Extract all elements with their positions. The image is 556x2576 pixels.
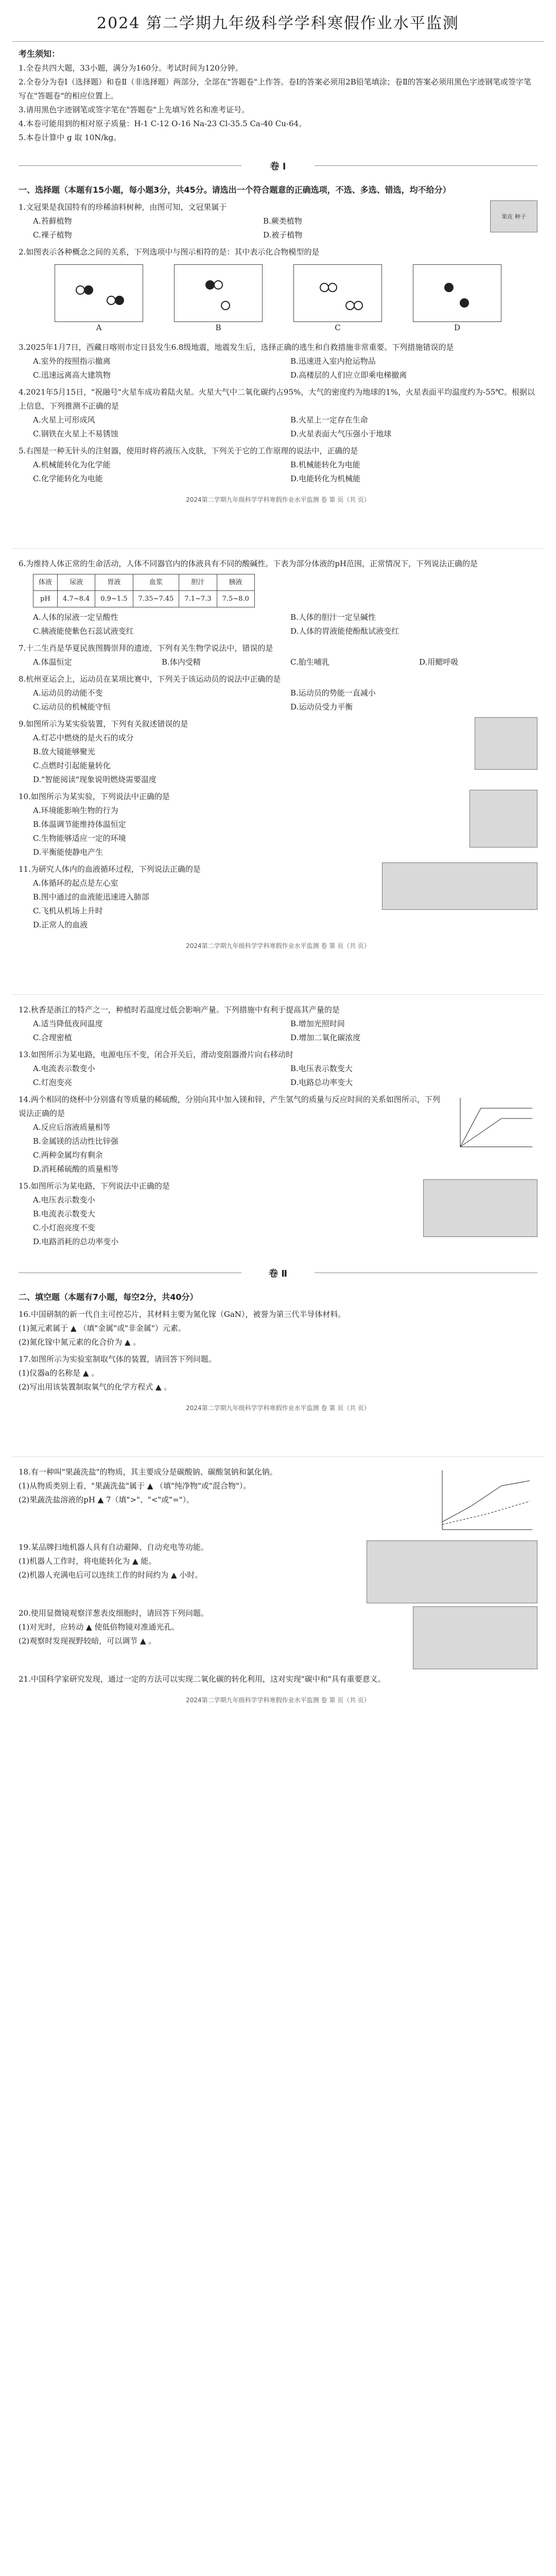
notes-item: 3.请用黑色字迹钢笔或签字笔在"答题卷"上先填写姓名和准考证号。 — [19, 105, 250, 114]
question-2 — [19, 245, 537, 332]
option: B.金属镁的活动性比锌强 — [33, 1137, 118, 1146]
question-stem: 8.杭州亚运会上，运动员在某项比赛中，下列关于该运动员的说法中正确的是 — [19, 674, 281, 684]
table-cell: 体液 — [33, 574, 58, 591]
question-11 — [19, 862, 537, 932]
table-cell: 0.9~1.5 — [95, 591, 133, 607]
option: B.人体的胆汁一定呈碱性 — [290, 613, 376, 622]
option: B.运动员的势能一直减小 — [290, 688, 376, 698]
beetle-image — [470, 790, 537, 848]
table-cell: 胰液 — [217, 574, 254, 591]
molecule-box-c — [293, 264, 382, 332]
option: D."智能阅读"现象说明燃烧需要温度 — [33, 775, 157, 784]
lamp-image — [475, 717, 537, 770]
page-gap — [12, 1420, 544, 1457]
option: C.两种金属均有剩余 — [33, 1150, 103, 1160]
question-stem: 12.秋香是浙江的特产之一，种植时若温度过低会影响产量。下列措施中有利于提高其产量的是 — [19, 1005, 340, 1014]
option: D.平衡能使静电产生 — [33, 848, 103, 857]
table-cell: 7.35~7.45 — [133, 591, 179, 607]
question-stem: 11.为研究人体内的血液循环过程，下列说法正确的是 — [19, 865, 201, 874]
option: D.被子植物 — [263, 230, 303, 240]
question-stem: 21.中国科学家研究发现，通过一定的方法可以实现二氧化碳的转化利用，这对实现"碳中和"具有重要意义。 — [19, 1674, 386, 1684]
question-19 — [19, 1540, 537, 1603]
question-stem: 19.某品牌扫地机器人具有自动避障、自动充电等功能。 — [19, 1543, 208, 1552]
sub-question: (2)果蔬洗盐溶液的pH ▲ 7（填">"、"<"或"="）。 — [19, 1495, 195, 1504]
question-3 — [19, 341, 537, 382]
option: B.放大镜能够聚光 — [33, 747, 95, 756]
sub-question: (1)氮元素属于 ▲ （填"金属"或"非金属"）元素。 — [19, 1324, 186, 1333]
option: A.人体的尿液一定呈酸性 — [33, 613, 118, 622]
question-12 — [19, 1003, 537, 1045]
sub-question: (2)氮化镓中氮元素的化合价为 ▲ 。 — [19, 1337, 141, 1347]
option: A.机械能转化为化学能 — [33, 460, 111, 469]
option: A.运动员的动能不变 — [33, 688, 103, 698]
question-stem: 5.右图是一种无针头的注射器，使用时将药液压入皮肤，下列关于它的工作原理的说法中，正确的是 — [19, 446, 358, 455]
table-cell: pH — [33, 591, 58, 607]
option: C.合理密植 — [33, 1033, 72, 1042]
question-stem: 3.2025年1月7日，西藏日喀则市定日县发生6.8级地震，地震发生后，选择正确的逃生和自救措施非常重要。下列措施错误的是 — [19, 343, 454, 352]
option: C.迅速远离高大建筑物 — [33, 370, 111, 380]
notes-heading: 考生须知： — [19, 49, 60, 59]
question-1 — [19, 200, 537, 242]
table-cell: 4.7~8.4 — [58, 591, 95, 607]
option: B.蕨类植物 — [263, 216, 302, 226]
robot-image — [367, 1540, 537, 1603]
option: A.室外的按照指示撤离 — [33, 357, 111, 366]
question-18 — [19, 1465, 537, 1537]
page-footer: 2024第二学期九年级科学学科寒假作业水平监测 卷 第 页（共 页） — [186, 1404, 370, 1412]
section-one — [0, 178, 556, 512]
option: A.反应后溶液质量相等 — [33, 1123, 111, 1132]
molecule-box-d — [413, 264, 501, 332]
option: D.电路消耗的总功率变小 — [33, 1237, 119, 1246]
option: A.电压表示数变小 — [33, 1195, 95, 1205]
notes-item: 5.本卷计算中 g 取 10N/kg。 — [19, 133, 121, 142]
option: C.运动员的机械能守恒 — [33, 702, 111, 711]
question-stem: 17.如图所示为实验室制取气体的装置，请回答下列问题。 — [19, 1354, 216, 1364]
table-cell: 胆汁 — [179, 574, 217, 591]
option: B.电压表示数变大 — [290, 1064, 353, 1073]
notes-item: 1.全卷共四大题，33小题，满分为160分。考试时间为120分钟。 — [19, 63, 243, 73]
question-stem: 14.两个相同的烧杯中分别盛有等质量的稀硫酸，分别向其中加入镁和锌，产生氢气的质量与反应时间的关系如图所示，下列说法正确的是 — [19, 1095, 440, 1118]
figure-label: D — [454, 323, 461, 332]
hydrogen-graph — [450, 1093, 537, 1155]
sub-question: (1)仪器a的名称是 ▲ 。 — [19, 1368, 99, 1378]
section-one-title: 一、选择题（本题有15小题，每小题3分，共45分。请选出一个符合题意的正确选项，不选、多选、错选，均不给分） — [19, 185, 451, 195]
notes — [0, 42, 556, 150]
question-8 — [19, 672, 537, 714]
question-stem: 6.为维持人体正常的生命活动，人体不同器官内的体液具有不同的酸碱性。下表为部分体液的pH范围，正常情况下，下列说法正确的是 — [19, 559, 478, 568]
page-gap — [12, 512, 544, 549]
molecule-box-a — [55, 264, 143, 332]
page-four — [0, 1457, 556, 1713]
question-9 — [19, 717, 537, 787]
option: C.钢铁在火星上不易锈蚀 — [33, 429, 118, 438]
question-stem: 1.文冠果是我国特有的珍稀油料树种，由图可知，文冠果属于 — [19, 202, 227, 212]
page-footer: 2024第二学期九年级科学学科寒假作业水平监测 卷 第 页（共 页） — [186, 942, 370, 950]
fruit-image-label: 果皮 种子 — [501, 213, 526, 220]
question-stem: 20.使用显微镜观察洋葱表皮细胞时，请回答下列问题。 — [19, 1608, 208, 1618]
option: A.适当降低夜间温度 — [33, 1019, 103, 1028]
option: C.裸子植物 — [33, 230, 72, 240]
sub-question: (2)观察时发现视野较暗，可以调节 ▲ 。 — [19, 1636, 157, 1646]
page-title: 2024 第二学期九年级科学学科寒假作业水平监测 — [12, 0, 544, 42]
question-20 — [19, 1606, 537, 1669]
sub-question: (1)对光时，应转动 ▲ 使低倍物镜对准通光孔。 — [19, 1622, 180, 1632]
solubility-graph — [429, 1465, 537, 1537]
sub-question: (1)从物质类别上看，"果蔬洗盐"属于 ▲ （填"纯净物"或"混合物"）。 — [19, 1481, 251, 1490]
option: C.飞机从机场上升时 — [33, 906, 103, 916]
circuit-diagram — [423, 1179, 537, 1237]
notes-item: 4.本卷可能用到的相对原子质量：H-1 C-12 O-16 Na-23 Cl-35.5 Ca-40 Cu-64。 — [19, 119, 307, 128]
microscope-image — [413, 1606, 537, 1669]
option: A.体循环的起点是左心室 — [33, 878, 118, 888]
question-21 — [19, 1672, 537, 1686]
option: C.灯泡变亮 — [33, 1078, 72, 1087]
section-two-title: 二、填空题（本题有7小题，每空2分，共40分） — [19, 1292, 198, 1302]
question-15 — [19, 1179, 537, 1249]
question-stem: 2.如图表示各种概念之间的关系，下列选项中与图示相符的是：其中表示化合物模型的是 — [19, 247, 320, 257]
option: A.环境能影响生物的行为 — [33, 806, 118, 815]
question-17 — [19, 1352, 537, 1394]
option: D.运动员受力平衡 — [290, 702, 353, 711]
question-7 — [19, 641, 537, 669]
option: B.火星上一定存在生命 — [290, 415, 368, 425]
option: A.苔藓植物 — [33, 216, 72, 226]
page-footer: 2024第二学期九年级科学学科寒假作业水平监测 卷 第 页（共 页） — [186, 1697, 370, 1704]
molecule-figures — [39, 264, 517, 332]
option: D.用鳃呼吸 — [419, 657, 459, 667]
table-cell: 7.1~7.3 — [179, 591, 217, 607]
option: B.体内受精 — [162, 657, 201, 667]
page-two — [0, 549, 556, 958]
question-stem: 9.如图所示为某实验装置，下列有关叙述错误的是 — [19, 719, 188, 728]
molecule-box-b — [174, 264, 263, 332]
question-10 — [19, 790, 537, 859]
table-cell: 尿液 — [58, 574, 95, 591]
question-stem: 16.中国研制的新一代自主可控芯片，其材料主要为氮化镓（GaN），被誉为第三代半导体材料。 — [19, 1310, 346, 1319]
question-stem: 4.2021年5月15日，"祝融号"火星车成功着陆火星。火星大气中二氧化碳约占95%，大气的密度约为地球的1%，火星表面平均温度约为-55℃。根据以上信息，下列推测不正确的是 — [19, 387, 535, 411]
option: C.小灯泡亮度不变 — [33, 1223, 95, 1232]
part-two-heading: 卷 Ⅱ — [19, 1266, 537, 1280]
figure-label: B — [215, 323, 221, 332]
page-gap — [12, 958, 544, 995]
option: A.体温恒定 — [33, 657, 72, 667]
option: C.胰液能使紫色石蕊试液变红 — [33, 626, 134, 636]
option: B.体温调节能维持体温恒定 — [33, 820, 126, 829]
question-stem: 13.如图所示为某电路，电源电压不变，闭合开关后，滑动变阻器滑片向右移动时 — [19, 1050, 293, 1059]
figure-label: C — [335, 323, 341, 332]
question-16 — [19, 1308, 537, 1349]
circulation-diagram — [382, 862, 537, 910]
figure-label: A — [96, 323, 102, 332]
option: C.化学能转化为电能 — [33, 474, 103, 483]
option: A.火星上可形成风 — [33, 415, 95, 425]
sub-question: (1)机器人工作时，将电能转化为 ▲ 能。 — [19, 1556, 157, 1566]
option: B.增加光照时间 — [290, 1019, 345, 1028]
table-cell: 血浆 — [133, 574, 179, 591]
option: D.电路总功率变大 — [290, 1078, 353, 1087]
table-cell: 胃液 — [95, 574, 133, 591]
option: C.点燃时引起能量转化 — [33, 761, 111, 770]
question-stem: 7.十二生肖是华夏民族图腾崇拜的遗迹，下列有关生物学说法中，错误的是 — [19, 643, 273, 653]
section-two — [0, 1285, 556, 1420]
option: D.电能转化为机械能 — [290, 474, 361, 483]
question-14 — [19, 1093, 537, 1176]
question-6 — [19, 557, 537, 638]
question-stem: 15.如图所示为某电路，下列说法中正确的是 — [19, 1181, 170, 1191]
question-5 — [19, 444, 537, 486]
question-13 — [19, 1048, 537, 1090]
option: D.增加二氧化碳浓度 — [290, 1033, 361, 1042]
option: B.迅速进入室内抢运物品 — [290, 357, 376, 366]
option: A.灯芯中燃烧的是火石的成分 — [33, 733, 134, 742]
option: D.火星表面大气压强小于地球 — [290, 429, 392, 438]
question-stem: 18.有一种叫"果蔬洗盐"的物质，其主要成分是碳酸钠、碳酸氢钠和氯化钠。 — [19, 1467, 277, 1477]
option: D.正常人的血液 — [33, 920, 88, 929]
option: A.电流表示数变小 — [33, 1064, 95, 1073]
option: D.消耗稀硫酸的质量相等 — [33, 1164, 119, 1174]
option: D.高楼层的人们应立即乘电梯撤离 — [290, 370, 407, 380]
question-stem: 10.如图所示为某实验，下列说法中正确的是 — [19, 792, 170, 801]
option: B.图中通过的血液能迅速进入肺部 — [33, 892, 149, 902]
sub-question: (2)写出用该装置制取氧气的化学方程式 ▲ 。 — [19, 1382, 172, 1392]
page-footer: 2024第二学期九年级科学学科寒假作业水平监测 卷 第 页（共 页） — [186, 496, 370, 503]
fruit-image — [490, 200, 537, 232]
option: D.人体的胃液能使酚酞试液变红 — [290, 626, 399, 636]
notes-item: 2.全卷分为卷Ⅰ（选择题）和卷Ⅱ（非选择题）两部分，全部在"答题卷"上作答。卷Ⅰ的答案必须用2B铅笔填涂；卷Ⅱ的答案必须用黑色字迹钢笔或签字笔写在"答题卷"的相应位置上。 — [19, 77, 531, 100]
part-one-heading: 卷 Ⅰ — [19, 159, 537, 173]
question-4 — [19, 385, 537, 441]
sub-question: (2)机器人充满电后可以连续工作的时间约为 ▲ 小时。 — [19, 1570, 203, 1580]
option: B.电流表示数变大 — [33, 1209, 95, 1218]
option: C.生物能够适应一定的环境 — [33, 834, 126, 843]
page-three — [0, 995, 556, 1257]
option: B.机械能转化为电能 — [290, 460, 360, 469]
table-cell: 7.5~8.0 — [217, 591, 254, 607]
ph-table — [33, 574, 255, 607]
option: C.胎生哺乳 — [290, 657, 329, 667]
